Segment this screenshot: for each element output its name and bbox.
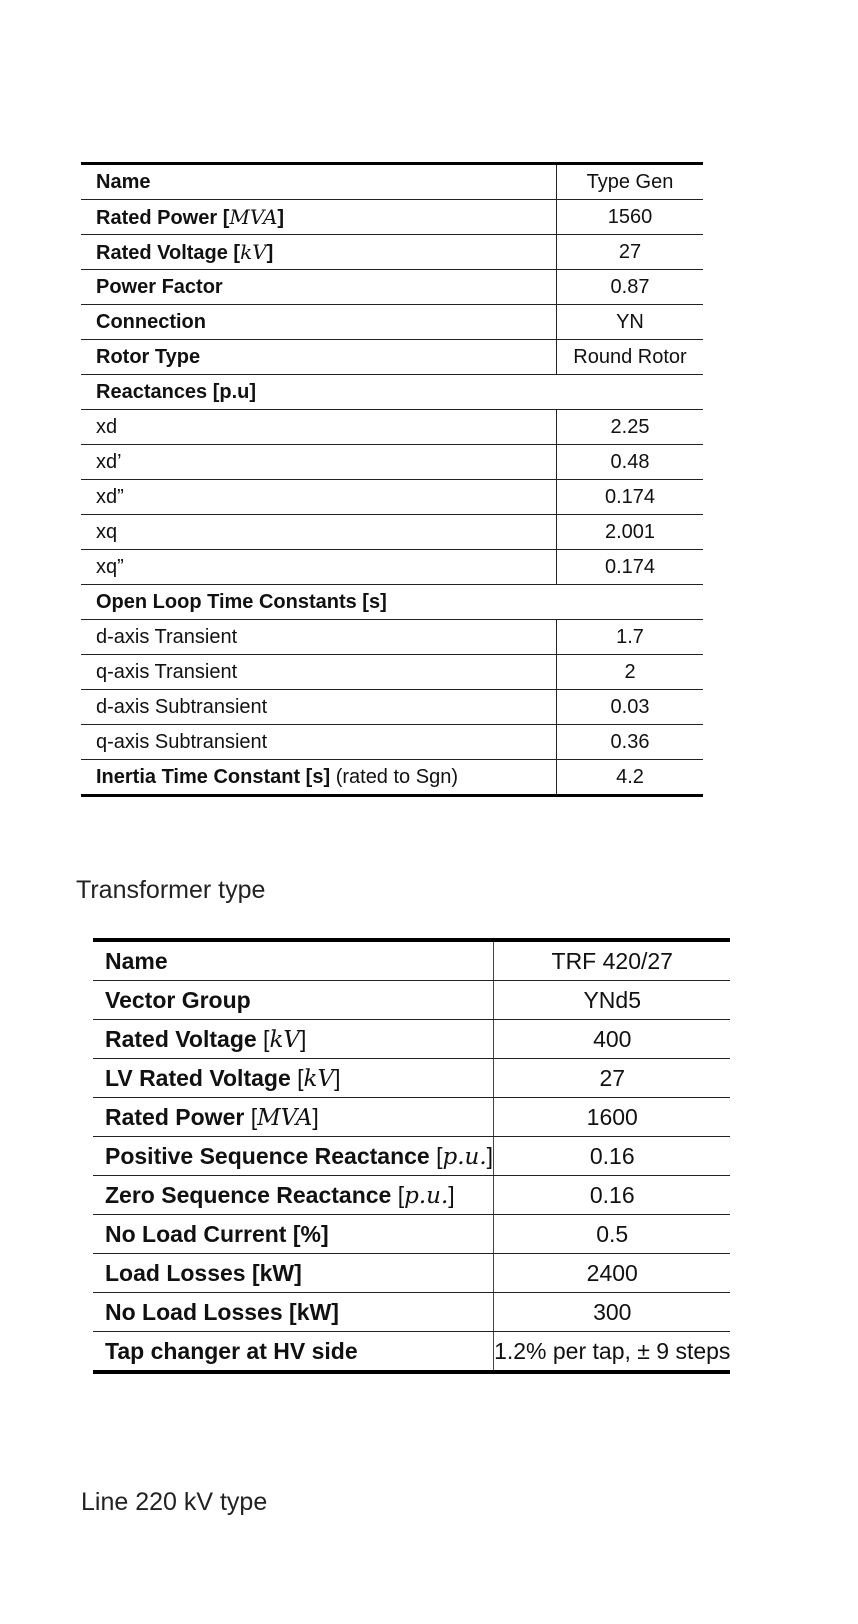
trf-vector-group-value: YNd5 [494,981,731,1020]
gen-power-factor-value: 0.87 [557,270,704,305]
trf-load-losses-label: Load Losses [kW] [93,1254,494,1293]
gen-rotor-type-value: Round Rotor [557,340,704,375]
trf-tap-changer-value: 1.2% per tap, ± 9 steps [494,1337,731,1364]
gen-power-factor-label: Power Factor [81,270,557,305]
reactance-label: xq [81,515,557,550]
trf-rated-voltage-value: 400 [494,1020,731,1059]
table-row [93,1176,730,1215]
table-row [93,1020,730,1059]
trf-vector-group-label: Vector Group [93,981,494,1020]
transformer-type-heading: Transformer type [76,876,266,904]
empty-cell [557,585,704,620]
time-constant-value: 0.36 [557,725,704,760]
table-row [81,550,703,585]
trf-no-load-current-value: 0.5 [494,1215,731,1254]
trf-zero-seq-reactance-value: 0.16 [494,1176,731,1215]
reactance-value: 0.174 [557,480,704,515]
reactances-section-heading: Reactances [p.u] [81,375,557,410]
trf-zero-seq-reactance-label: Zero Sequence Reactance [p.u.] [93,1176,494,1215]
table-row [81,270,703,305]
table-row [81,200,703,235]
trf-name-label: Name [93,940,494,981]
table-row [81,760,703,796]
trf-no-load-current-label: No Load Current [%] [93,1215,494,1254]
time-constant-label: q-axis Transient [81,655,557,690]
trf-rated-power-label: Rated Power [MVA] [93,1098,494,1137]
trf-load-losses-value: 2400 [494,1254,731,1293]
time-constant-value: 2 [557,655,704,690]
trf-lv-rated-voltage-label: LV Rated Voltage [kV] [93,1059,494,1098]
table-section-row [81,375,703,410]
table-row [81,690,703,725]
transformer-table [93,938,730,1374]
table-row [81,480,703,515]
table-row [81,235,703,270]
time-constant-value: 1.7 [557,620,704,655]
time-constant-label: d-axis Subtransient [81,690,557,725]
gen-rated-voltage-value: 27 [557,235,704,270]
gen-name-label: Name [81,164,557,200]
gen-connection-value: YN [557,305,704,340]
time-constant-value: 0.03 [557,690,704,725]
reactance-label: xq” [81,550,557,585]
gen-rated-voltage-label: Rated Voltage [kV] [81,235,557,270]
table-row [93,940,730,981]
gen-rated-power-value: 1560 [557,200,704,235]
table-row [81,305,703,340]
time-constant-label: q-axis Subtransient [81,725,557,760]
trf-lv-rated-voltage-value: 27 [494,1059,731,1098]
line-type-heading: Line 220 kV type [81,1488,268,1516]
reactance-value: 2.25 [557,410,704,445]
reactance-value: 0.174 [557,550,704,585]
reactance-value: 0.48 [557,445,704,480]
table-row [81,445,703,480]
table-row [81,655,703,690]
gen-name-value: Type Gen [557,164,704,200]
trf-tap-changer-label: Tap changer at HV side [93,1332,494,1373]
table-row [81,725,703,760]
table-row [93,981,730,1020]
trf-name-value: TRF 420/27 [494,940,731,981]
time-constants-section-heading: Open Loop Time Constants [s] [81,585,557,620]
reactance-label: xd” [81,480,557,515]
trf-pos-seq-reactance-value: 0.16 [494,1137,731,1176]
empty-cell [557,375,704,410]
table-row [93,1215,730,1254]
trf-no-load-losses-value: 300 [494,1293,731,1332]
inertia-value: 4.2 [616,765,644,788]
trf-rated-power-value: 1600 [494,1098,731,1137]
table-row [93,1059,730,1098]
reactance-label: xd’ [81,445,557,480]
table-row [81,620,703,655]
table-section-row [81,585,703,620]
table-row [93,1293,730,1332]
table-row [93,1254,730,1293]
gen-rotor-type-label: Rotor Type [81,340,557,375]
trf-pos-seq-reactance-label: Positive Sequence Reactance [p.u.] [93,1137,494,1176]
table-row [81,164,703,200]
reactance-value: 2.001 [557,515,704,550]
table-row [93,1098,730,1137]
reactance-label: xd [81,410,557,445]
table-row [93,1332,730,1373]
table-row [81,410,703,445]
generator-table [81,162,703,797]
inertia-label: Inertia Time Constant [s] (rated to Sgn) [81,760,557,796]
gen-connection-label: Connection [81,305,557,340]
time-constant-label: d-axis Transient [81,620,557,655]
trf-rated-voltage-label: Rated Voltage [kV] [93,1020,494,1059]
gen-rated-power-label: Rated Power [MVA] [81,200,557,235]
table-row [81,515,703,550]
table-row [93,1137,730,1176]
trf-no-load-losses-label: No Load Losses [kW] [93,1293,494,1332]
table-row [81,340,703,375]
